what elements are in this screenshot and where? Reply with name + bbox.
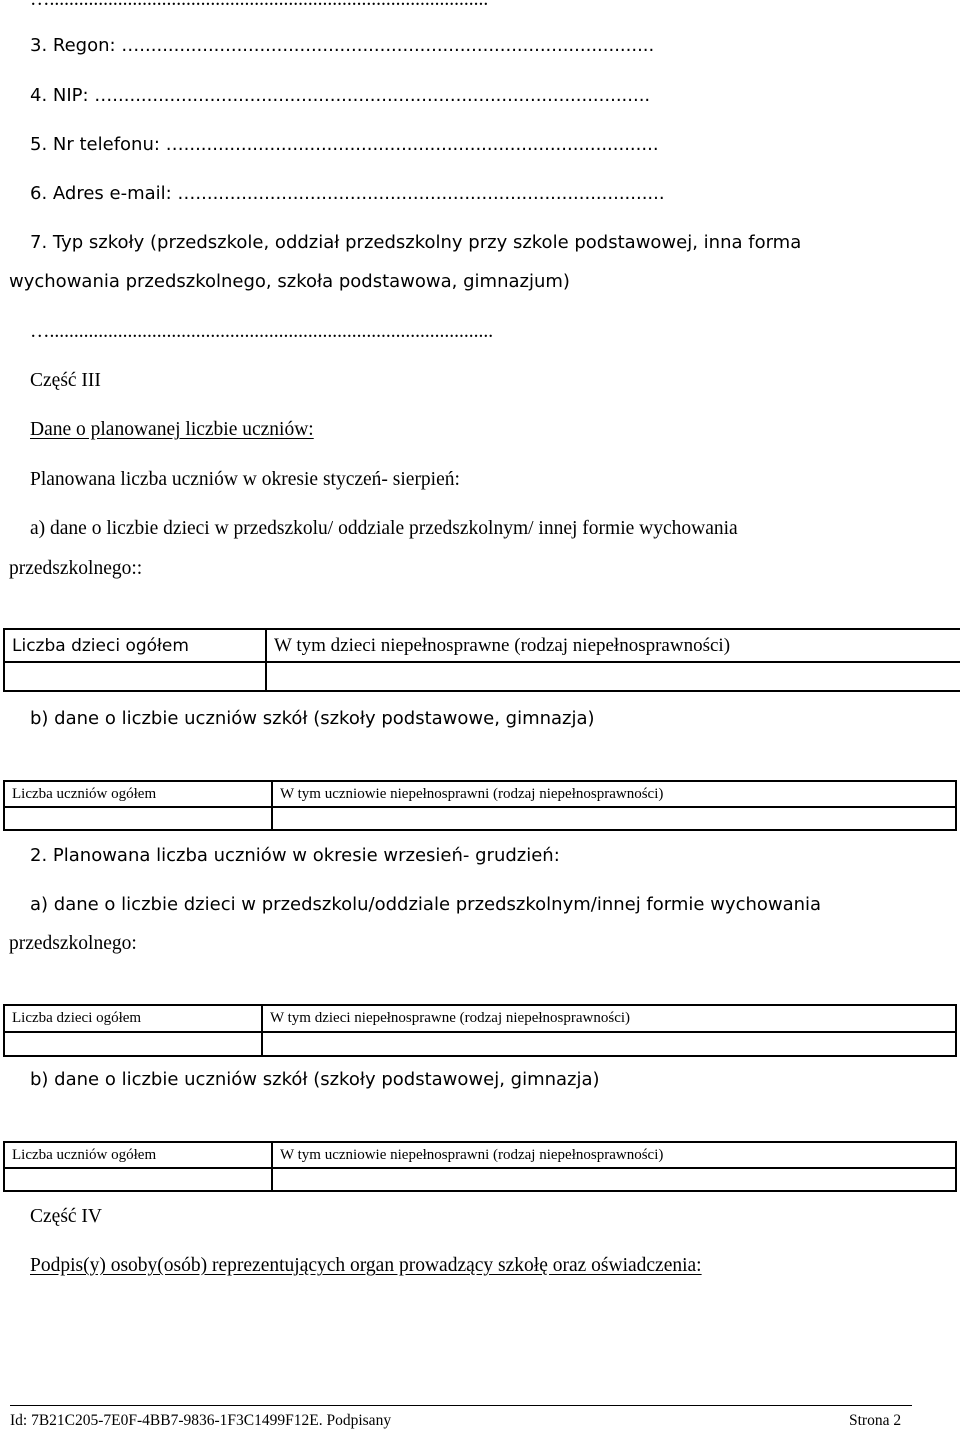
footer-rule [10, 1405, 912, 1406]
table-a1-cell-total[interactable] [4, 662, 266, 691]
table-a2-header-disabled: W tym dzieci niepełnosprawne (rodzaj niepełnosprawności) [262, 1005, 956, 1032]
table-b1-header-total: Liczba uczniów ogółem [4, 781, 272, 807]
phone-field: 5. Nr telefonu: …................................................................................... [30, 134, 659, 155]
a2-text-cont: przedszkolnego: [9, 933, 137, 954]
part4-subheading: Podpis(y) osoby(osób) reprezentujących organ prowadzący szkołę oraz oświadczenia: [30, 1255, 702, 1276]
school-type-label: 7. Typ szkoły (przedszkole, oddział przedszkolny przy szkole podstawowej, inna forma [30, 232, 802, 253]
period2-heading: 2. Planowana liczba uczniów w okresie wrzesień- grudzień: [30, 845, 560, 866]
table-b1 [3, 780, 957, 831]
table-a1-cell-disabled[interactable] [266, 662, 960, 691]
table-a1-header-disabled: W tym dzieci niepełnosprawne (rodzaj niepełnosprawności) [266, 629, 960, 662]
period1-heading: Planowana liczba uczniów w okresie styczeń- sierpień: [30, 469, 460, 490]
table-a1-header-total: Liczba dzieci ogółem [4, 629, 266, 662]
footer-document-id: Id: 7B21C205-7E0F-4BB7-9836-1F3C1499F12E. Podpisany [10, 1412, 392, 1429]
a2-text: a) dane o liczbie dzieci w przedszkolu/oddziale przedszkolnym/innej formie wychowania [30, 894, 822, 915]
footer-page-number: Strona 2 [849, 1412, 902, 1429]
school-type-dots: …........................................................................................... [30, 321, 494, 342]
a1-text-cont: przedszkolnego:: [9, 558, 143, 579]
a1-text: a) dane o liczbie dzieci w przedszkolu/ oddziale przedszkolnym/ innej formie wychowania [30, 518, 738, 539]
part4-heading: Część IV [30, 1206, 103, 1227]
nip-field: 4. NIP: ….............................................................................................. [30, 85, 651, 106]
continuation-dots [30, 0, 488, 12]
table-a2-cell-disabled[interactable] [262, 1032, 956, 1056]
table-b1-cell-total[interactable] [4, 807, 272, 830]
table-b2 [3, 1141, 957, 1192]
table-b2-cell-disabled[interactable] [272, 1168, 956, 1191]
table-a2-cell-total[interactable] [4, 1032, 262, 1056]
table-b2-header-total: Liczba uczniów ogółem [4, 1142, 272, 1168]
table-a2-header-total: Liczba dzieci ogółem [4, 1005, 262, 1032]
table-b1-cell-disabled[interactable] [272, 807, 956, 830]
table-b2-cell-total[interactable] [4, 1168, 272, 1191]
part3-heading: Część III [30, 370, 101, 391]
table-a1 [3, 628, 960, 692]
table-a2 [3, 1004, 957, 1057]
table-b1-header-disabled: W tym uczniowie niepełnosprawni (rodzaj niepełnosprawności) [272, 781, 956, 807]
school-type-label-cont: wychowania przedszkolnego, szkoła podstawowa, gimnazjum) [9, 271, 570, 292]
part3-subheading: Dane o planowanej liczbie uczniów: [30, 419, 314, 440]
b2-text: b) dane o liczbie uczniów szkół (szkoły podstawowej, gimnazja) [30, 1069, 600, 1090]
email-field: 6. Adres e-mail: ….................................................................................. [30, 183, 665, 204]
regon-field: 3. Regon: ….......................................................................................... [30, 35, 655, 56]
table-b2-header-disabled: W tym uczniowie niepełnosprawni (rodzaj niepełnosprawności) [272, 1142, 956, 1168]
b1-text: b) dane o liczbie uczniów szkół (szkoły podstawowe, gimnazja) [30, 708, 595, 729]
